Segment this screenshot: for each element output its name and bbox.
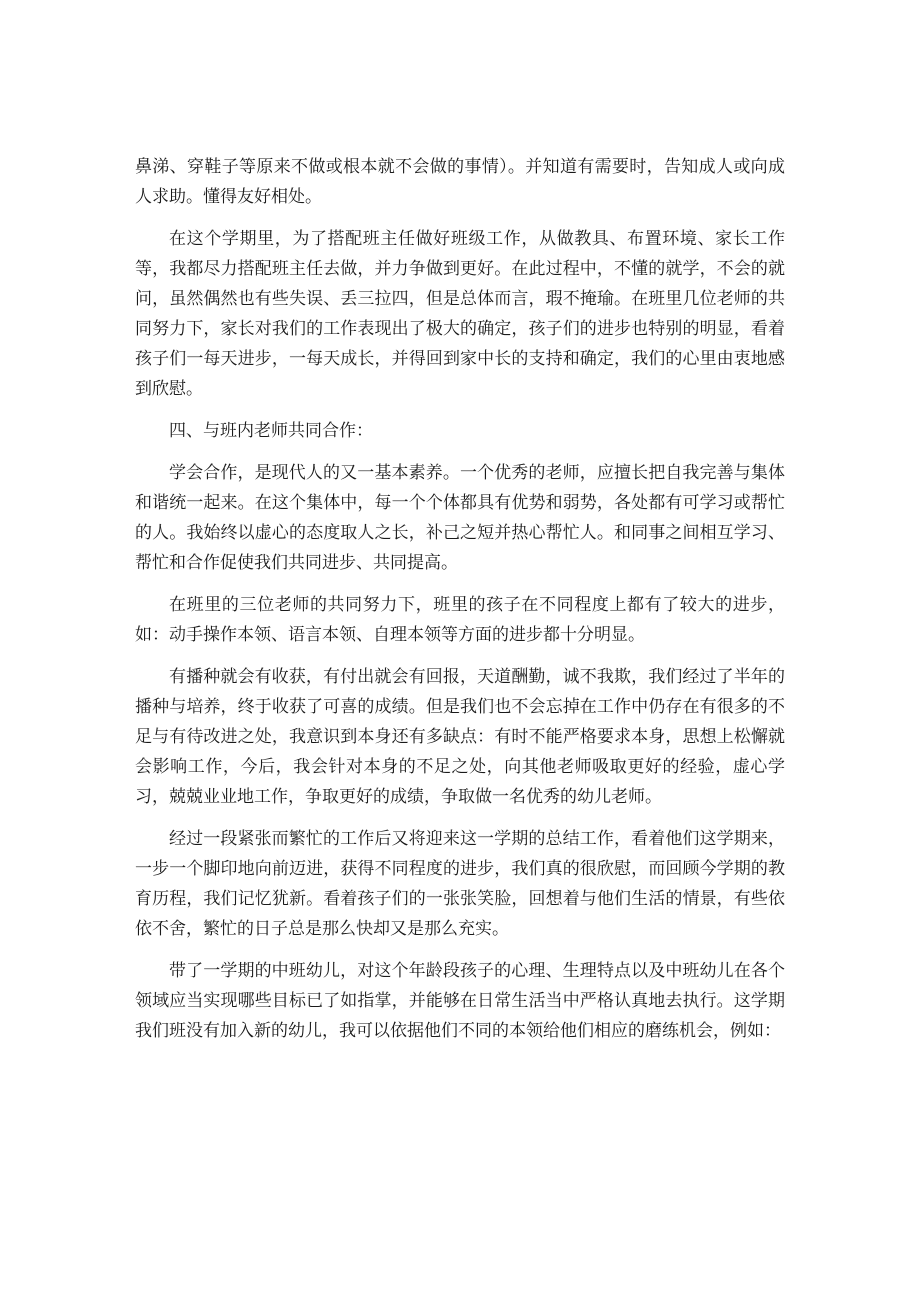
- section-heading-cooperation: 四、与班内老师共同合作：: [169, 421, 373, 441]
- paragraph-class-work: 在这个学期里，为了搭配班主任做好班级工作，从做教具、布置环境、家长工作等，我都尽力搭配班主任去做，并力争做到更好。在此过程中，不懂的就学，不会的就问，虽然偶然也有些失误、丢三拉四，但是总体而言，瑕不掩瑜。在班里几位老师的共同努力下，家长对我们的工作表现出了极大的确定，孩子们的进步也特别的明显，看着孩子们一每天进步，一每天成长，并得回到家中长的支持和确定，我们的心里由衷地感到欣慰。: [135, 229, 785, 399]
- paragraph-summary: 经过一段紧张而繁忙的工作后又将迎来这一学期的总结工作，看着他们这学期来，一步一个脚印地向前迈进，获得不同程度的进步，我们真的很欣慰，而回顾今学期的教育历程，我们记忆犹新。看着孩子们的一张张笑脸，回想着与他们生活的情景，有些依依不舍，繁忙的日子总是那么快却又是那么充实。: [135, 829, 785, 939]
- paragraph-progress: 在班里的三位老师的共同努力下，班里的孩子在不同程度上都有了较大的进步，如：动手操作本领、语言本领、自理本领等方面的进步都十分明显。: [135, 595, 785, 645]
- paragraph-continuation: 鼻涕、穿鞋子等原来不做或根本就不会做的事情）。并知道有需要时，告知成人或向成人求助。懂得友好相处。: [135, 157, 785, 207]
- paragraph-middle-class: 带了一学期的中班幼儿，对这个年龄段孩子的心理、生理特点以及中班幼儿在各个领域应当实现哪些目标已了如指掌，并能够在日常生活当中严格认真地去执行。这学期我们班没有加入新的幼儿，我可以依据他们不同的本领给他们相应的磨练机会，例如：: [135, 961, 785, 1041]
- document-body: [135, 152, 785, 1058]
- paragraph-cooperation: 学会合作，是现代人的又一基本素养。一个优秀的老师，应擅长把自我完善与集体和谐统一起来。在这个集体中，每一个个体都具有优势和弱势，各处都有可学习或帮忙的人。我始终以虚心的态度取人之长，补己之短并热心帮忙人。和同事之间相互学习、帮忙和合作促使我们共同进步、共同提高。: [135, 463, 785, 573]
- paragraph-harvest: 有播种就会有收获，有付出就会有回报，天道酬勤，诚不我欺，我们经过了半年的播种与培养，终于收获了可喜的成绩。但是我们也不会忘掉在工作中仍存在有很多的不足与有待改进之处，我意识到本身还有多缺点：有时不能严格要求本身，思想上松懈就会影响工作，今后，我会针对本身的不足之处，向其他老师吸取更好的经验，虚心学习，兢兢业业地工作，争取更好的成绩，争取做一名优秀的幼儿老师。: [135, 667, 785, 807]
